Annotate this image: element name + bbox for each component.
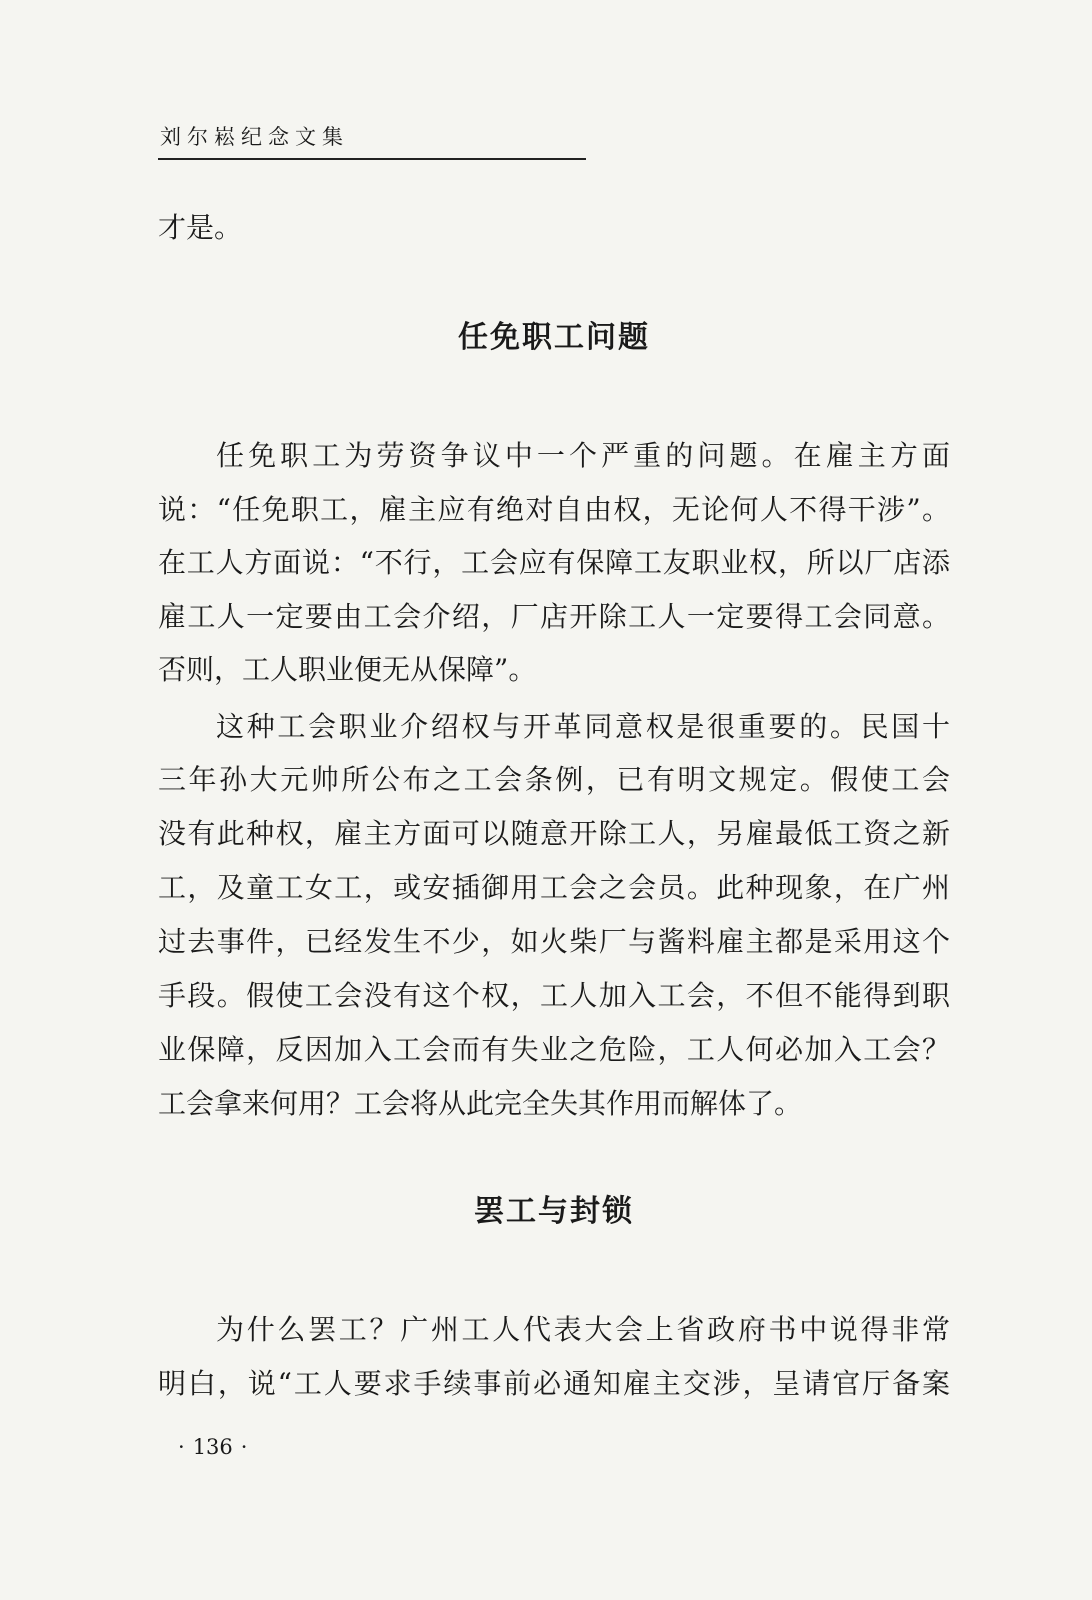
folio-dot-right: · — [240, 1435, 248, 1459]
text-line: 任免职工为劳资争议中一个严重的问题。在雇主方面 — [216, 439, 950, 472]
page-number-value: 136 — [192, 1435, 233, 1459]
text-line: 否则，工人职业便无从保障”。 — [158, 653, 537, 686]
text-line: 工会拿来何用？工会将从此完全失其作用而解体了。 — [158, 1087, 803, 1120]
running-head-title: 刘尔崧纪念文集 — [160, 125, 349, 149]
text-line: 三年孙大元帅所公布之工会条例，已有明文规定。假使工会 — [158, 763, 950, 796]
text-line: 雇工人一定要由工会介绍，厂店开除工人一定要得工会同意。 — [158, 600, 950, 633]
text-line: 说：“任免职工，雇主应有绝对自由权，无论何人不得干涉”。 — [158, 493, 950, 526]
text-line: 没有此种权，雇主方面可以随意开除工人，另雇最低工资之新 — [158, 817, 950, 850]
text-line: 这种工会职业介绍权与开革同意权是很重要的。民国十 — [216, 710, 950, 743]
text-line: 为什么罢工？广州工人代表大会上省政府书中说得非常 — [216, 1313, 950, 1346]
section-title-strike: 罢工与封锁 — [474, 1194, 634, 1229]
text-line: 手段。假使工会没有这个权，工人加入工会，不但不能得到职 — [158, 979, 950, 1012]
page-number — [170, 1432, 255, 1462]
header-rule — [158, 158, 586, 160]
text-line: 工，及童工女工，或安插御用工会之会员。此种现象，在广州 — [158, 871, 950, 904]
continuation-line: 才是。 — [158, 211, 243, 244]
folio-dot-left: · — [178, 1435, 185, 1459]
text-line: 在工人方面说：“不行，工会应有保障工友职业权，所以厂店添 — [158, 546, 950, 579]
section-title-appointment: 任免职工问题 — [458, 320, 650, 355]
text-line: 过去事件，已经发生不少，如火柴厂与酱料雇主都是采用这个 — [158, 925, 950, 958]
text-line: 业保障，反因加入工会而有失业之危险，工人何必加入工会？ — [158, 1033, 950, 1066]
text-line: 明白，说“工人要求手续事前必通知雇主交涉，呈请官厅备案 — [158, 1367, 950, 1400]
